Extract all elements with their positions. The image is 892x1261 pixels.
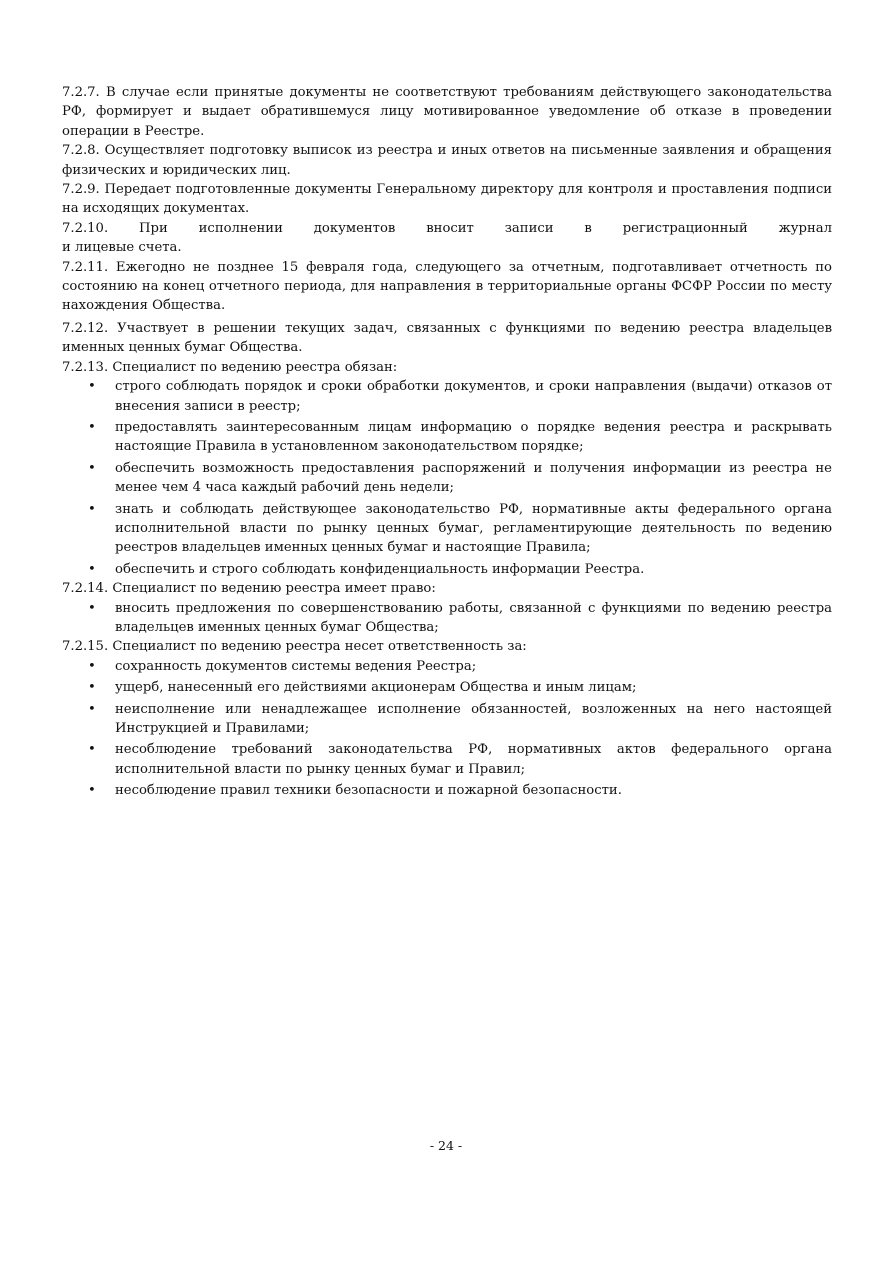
list-item: • предоставлять заинтересованным лицам информацию о порядке ведения реестра и раскрывать настоящие Правила в установленном законодательством порядке; — [88, 419, 832, 455]
paragraph-7-2-12: 7.2.12. Участвует в решении текущих задач, связанных с функциями по ведению реестра владельцев именных ценных бумаг Общества. — [62, 320, 832, 356]
page-number: - 24 - — [429, 1138, 463, 1153]
bullet-icon: • — [88, 658, 96, 674]
bullet-icon: • — [88, 379, 96, 395]
paragraph-7-2-7: 7.2.7. В случае если принятые документы не соответствуют требованиям действующего законодательства РФ, формирует и выдает обратившемуся лицу мотивированное уведомление об отказе в проведении операции в Реестре. — [62, 85, 832, 139]
paragraph-7-2-9: 7.2.9. Передает подготовленные документы Генеральному директору для контроля и проставления подписи на исходящих документах. — [62, 182, 832, 217]
paragraph-7-2-8: 7.2.8. Осуществляет подготовку выписок из реестра и иных ответов на письменные заявления и обращения физических и юридических лиц. — [62, 143, 832, 178]
list-item: • строго соблюдать порядок и сроки обработки документов, и сроки направления (выдачи) отказов от внесения записи в реестр; — [88, 379, 832, 414]
bullet-icon: • — [88, 501, 96, 517]
bullet-icon: • — [88, 460, 96, 476]
paragraph-7-2-10-line1: 7.2.10. При исполнении документов вносит записи в регистрационный журнал — [62, 220, 832, 236]
bullet-icon: • — [88, 561, 96, 577]
list-item: • неисполнение или ненадлежащее исполнение обязанностей, возложенных на него настоящей Инструкцией и Правилами; — [88, 701, 832, 736]
bullet-icon: • — [88, 783, 96, 799]
list-item: • вносить предложения по совершенствованию работы, связанной с функциями по ведению реестра владельцев именных ценных бумаг Общества; — [88, 600, 832, 635]
list-item: • сохранность документов системы ведения Реестра; — [62, 657, 832, 676]
list-item: • несоблюдение требований законодательства РФ, нормативных актов федерального органа исполнительной власти по рынку ценных бумаг и Правил; — [88, 742, 832, 777]
list-item: • обеспечить возможность предоставления распоряжений и получения информации из реестра не менее чем 4 часа каждый рабочий день недели; — [88, 460, 832, 496]
bullet-icon: • — [88, 701, 96, 717]
bullet-icon: • — [88, 419, 96, 435]
list-item: • ущерб, нанесенный его действиями акционерам Общества и иным лицам; — [62, 678, 832, 697]
list-item: • несоблюдение правил техники безопасности и пожарной безопасности. — [62, 781, 832, 800]
duties-list — [62, 377, 832, 579]
paragraph-7-2-14: 7.2.14. Специалист по ведению реестра имеет право: — [62, 581, 436, 597]
paragraph-7-2-11: 7.2.11. Ежегодно не позднее 15 февраля года, следующего за отчетным, подготавливает отчетность по состоянию на конец отчетного периода, для направления в территориальные органы ФСФР России по месту нахождения Общества. — [62, 259, 832, 314]
responsibilities-list — [62, 657, 832, 801]
paragraph-7-2-15: 7.2.15. Специалист по ведению реестра несет ответственность за: — [62, 639, 527, 655]
rights-list — [62, 599, 832, 638]
paragraph-7-2-10-line2: и лицевые счета. — [62, 240, 182, 256]
bullet-icon: • — [88, 742, 96, 758]
list-item: • обеспечить и строго соблюдать конфиденциальность информации Реестра. — [62, 560, 832, 579]
bullet-icon: • — [88, 680, 96, 696]
bullet-icon: • — [88, 600, 96, 616]
document-page — [62, 83, 832, 801]
list-item: • знать и соблюдать действующее законодательство РФ, нормативные акты федерального органа исполнительной власти по рынку ценных бумаг, регламентирующие деятельность по ведению реестров владельцев именных ценных бумаг и настоящие Правила; — [88, 501, 832, 556]
paragraph-7-2-13: 7.2.13. Специалист по ведению реестра обязан: — [62, 359, 398, 375]
